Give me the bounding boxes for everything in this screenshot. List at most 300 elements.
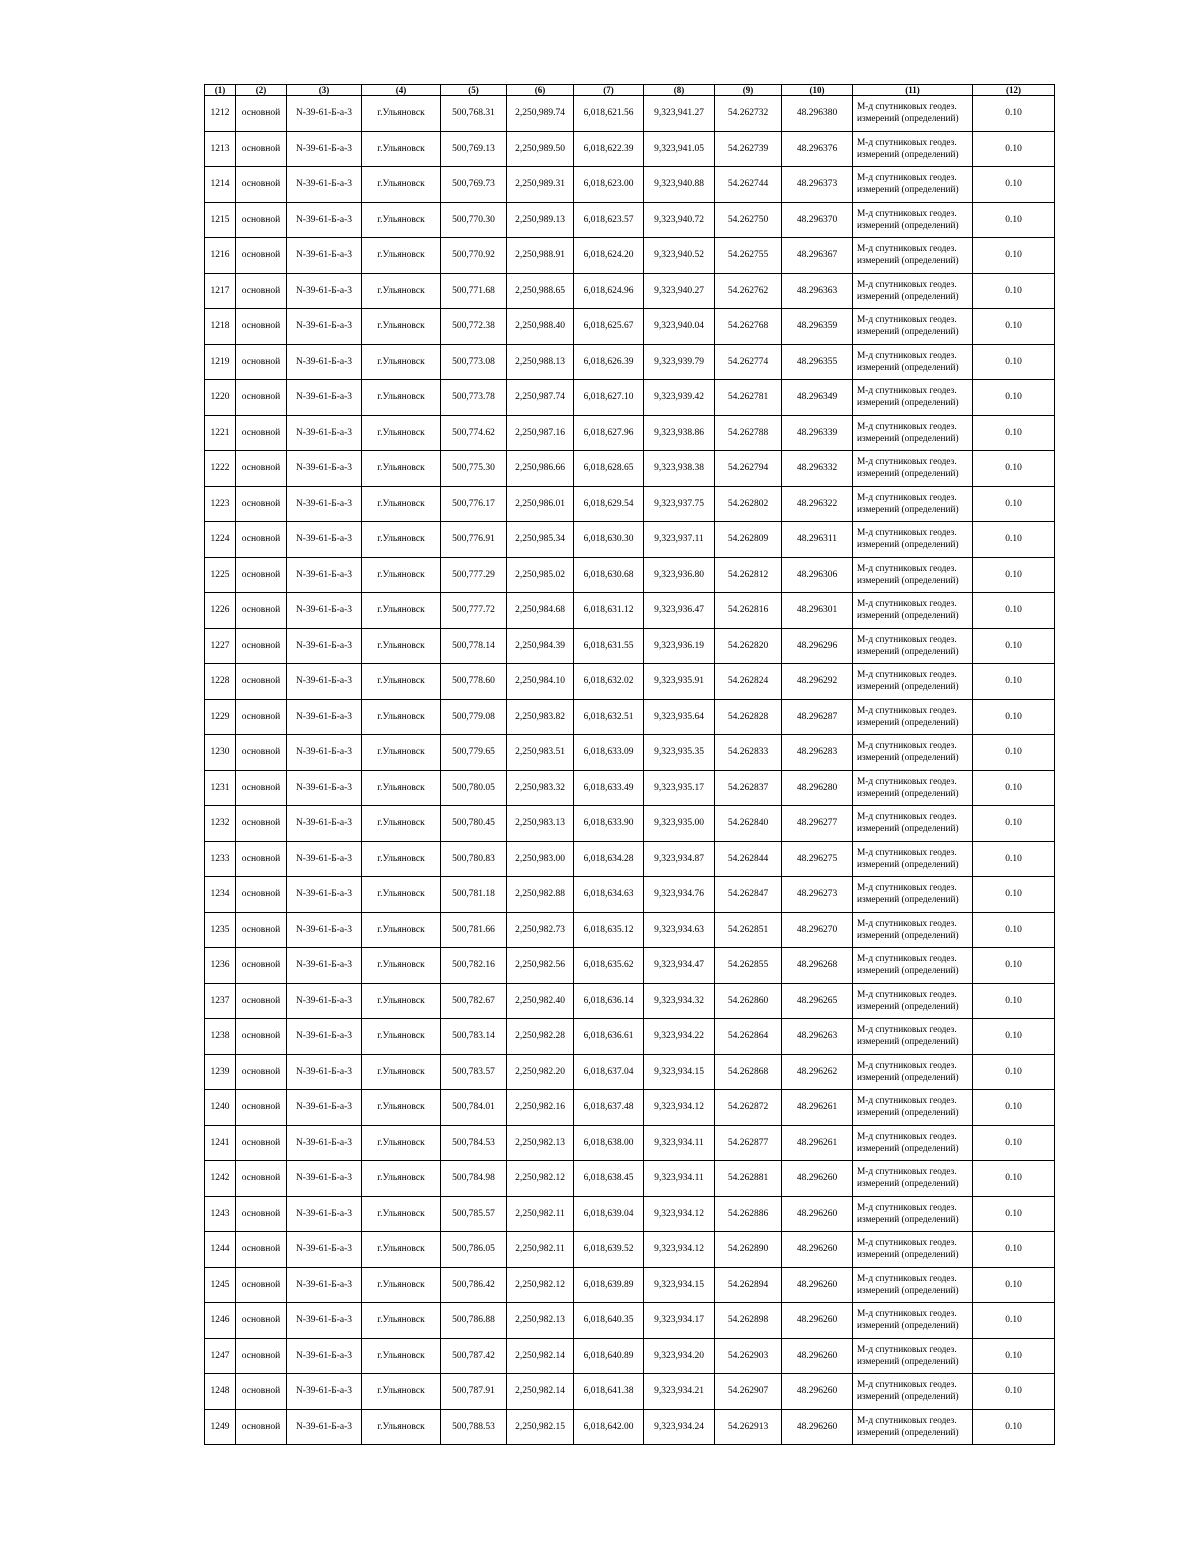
table-cell: 6,018,634.63 [574,877,644,913]
table-cell: 1246 [205,1303,236,1339]
table-cell: 48.296270 [782,912,853,948]
table-cell: 500,770.92 [441,238,507,274]
table-cell: 1213 [205,131,236,167]
table-cell: 2,250,982.16 [507,1090,574,1126]
table-cell: основной [236,522,287,558]
table-cell: М-д спутниковых геодез. измерений (определений) [853,593,973,629]
table-cell: 1226 [205,593,236,629]
table-cell: 1221 [205,415,236,451]
table-cell: 1223 [205,486,236,522]
table-cell: 6,018,639.89 [574,1267,644,1303]
table-cell: 1242 [205,1161,236,1197]
column-header: (3) [287,85,362,96]
table-cell: М-д спутниковых геодез. измерений (определений) [853,96,973,132]
table-cell: 0.10 [973,1338,1055,1374]
table-cell: 9,323,934.15 [644,1054,715,1090]
table-cell: 9,323,940.72 [644,202,715,238]
table-cell: 2,250,982.11 [507,1196,574,1232]
table-cell: 48.296306 [782,557,853,593]
table-cell: N-39-61-Б-а-3 [287,238,362,274]
table-cell: основной [236,557,287,593]
table-cell: 2,250,986.01 [507,486,574,522]
table-cell: 2,250,982.28 [507,1019,574,1055]
table-cell: N-39-61-Б-а-3 [287,486,362,522]
table-cell: 6,018,637.04 [574,1054,644,1090]
table-cell: 48.296261 [782,1090,853,1126]
table-cell: 1217 [205,273,236,309]
table-cell: 6,018,636.14 [574,983,644,1019]
table-cell: 2,250,985.34 [507,522,574,558]
table-cell: 54.262860 [715,983,782,1019]
table-cell: основной [236,1054,287,1090]
table-cell: М-д спутниковых геодез. измерений (определений) [853,415,973,451]
table-cell: 2,250,982.40 [507,983,574,1019]
table-cell: 54.262868 [715,1054,782,1090]
table-cell: 6,018,623.00 [574,167,644,203]
table-cell: г.Ульяновск [362,344,441,380]
column-header: (10) [782,85,853,96]
table-cell: основной [236,486,287,522]
table-cell: 2,250,982.12 [507,1161,574,1197]
table-cell: 54.262816 [715,593,782,629]
table-cell: г.Ульяновск [362,1161,441,1197]
table-cell: 9,323,937.75 [644,486,715,522]
table-cell: 2,250,988.91 [507,238,574,274]
table-row [205,841,1055,877]
table-cell: 6,018,639.04 [574,1196,644,1232]
table-cell: М-д спутниковых геодез. измерений (определений) [853,202,973,238]
table-cell: 6,018,632.02 [574,664,644,700]
table-cell: М-д спутниковых геодез. измерений (определений) [853,1232,973,1268]
table-cell: 2,250,982.20 [507,1054,574,1090]
table-cell: 54.262872 [715,1090,782,1126]
table-cell: 2,250,982.13 [507,1125,574,1161]
table-cell: основной [236,1161,287,1197]
table-cell: 500,786.42 [441,1267,507,1303]
table-cell: 9,323,934.22 [644,1019,715,1055]
table-cell: 48.296373 [782,167,853,203]
table-cell: 2,250,982.14 [507,1338,574,1374]
table-cell: основной [236,735,287,771]
table-cell: 500,786.05 [441,1232,507,1268]
table-cell: 48.296296 [782,628,853,664]
table-row [205,664,1055,700]
table-cell: 9,323,934.76 [644,877,715,913]
table-cell: 48.296273 [782,877,853,913]
table-cell: М-д спутниковых геодез. измерений (определений) [853,735,973,771]
table-cell: 9,323,934.12 [644,1090,715,1126]
table-cell: N-39-61-Б-а-3 [287,1374,362,1410]
table-cell: 500,774.62 [441,415,507,451]
table-cell: 48.296260 [782,1196,853,1232]
table-cell: 54.262844 [715,841,782,877]
column-header: (5) [441,85,507,96]
table-cell: 48.296363 [782,273,853,309]
table-cell: 1244 [205,1232,236,1268]
table-cell: N-39-61-Б-а-3 [287,699,362,735]
table-cell: основной [236,1125,287,1161]
table-cell: 6,018,628.65 [574,451,644,487]
table-cell: г.Ульяновск [362,557,441,593]
table-cell: г.Ульяновск [362,948,441,984]
table-cell: основной [236,628,287,664]
table-cell: 48.296349 [782,380,853,416]
table-row [205,380,1055,416]
table-cell: 9,323,935.35 [644,735,715,771]
table-cell: 6,018,625.67 [574,309,644,345]
table-cell: N-39-61-Б-а-3 [287,1409,362,1445]
table-cell: г.Ульяновск [362,202,441,238]
table-cell: 500,770.30 [441,202,507,238]
table-cell: 2,250,988.40 [507,309,574,345]
table-cell: 500,782.67 [441,983,507,1019]
table-cell: N-39-61-Б-а-3 [287,380,362,416]
table-cell: 500,783.57 [441,1054,507,1090]
table-cell: 1225 [205,557,236,593]
table-cell: 9,323,934.11 [644,1125,715,1161]
table-cell: 1243 [205,1196,236,1232]
table-cell: 1222 [205,451,236,487]
table-cell: 54.262833 [715,735,782,771]
table-cell: 2,250,982.14 [507,1374,574,1410]
table-body [205,96,1055,1445]
table-cell: М-д спутниковых геодез. измерений (определений) [853,1161,973,1197]
table-cell: 0.10 [973,1232,1055,1268]
table-cell: основной [236,1374,287,1410]
table-cell: 0.10 [973,628,1055,664]
table-cell: 1248 [205,1374,236,1410]
table-cell: М-д спутниковых геодез. измерений (определений) [853,1054,973,1090]
table-row [205,1125,1055,1161]
table-cell: 0.10 [973,202,1055,238]
table-cell: 54.262847 [715,877,782,913]
table-cell: основной [236,948,287,984]
table-cell: 54.262913 [715,1409,782,1445]
table-cell: 1230 [205,735,236,771]
table-cell: 0.10 [973,593,1055,629]
table-cell: 54.262907 [715,1374,782,1410]
table-cell: N-39-61-Б-а-3 [287,1232,362,1268]
table-cell: N-39-61-Б-а-3 [287,1161,362,1197]
table-cell: основной [236,131,287,167]
table-cell: 0.10 [973,1125,1055,1161]
table-cell: N-39-61-Б-а-3 [287,96,362,132]
table-cell: 48.296280 [782,770,853,806]
table-cell: N-39-61-Б-а-3 [287,1267,362,1303]
table-cell: 500,787.91 [441,1374,507,1410]
table-cell: 0.10 [973,273,1055,309]
table-cell: 6,018,640.35 [574,1303,644,1339]
table-cell: 6,018,639.52 [574,1232,644,1268]
table-cell: 48.296339 [782,415,853,451]
table-cell: основной [236,1303,287,1339]
table-cell: 2,250,982.88 [507,877,574,913]
table-cell: 500,784.53 [441,1125,507,1161]
table-cell: 9,323,935.64 [644,699,715,735]
table-cell: 500,780.83 [441,841,507,877]
table-cell: 6,018,623.57 [574,202,644,238]
table-cell: 1214 [205,167,236,203]
table-cell: 48.296283 [782,735,853,771]
table-row [205,1338,1055,1374]
table-cell: N-39-61-Б-а-3 [287,735,362,771]
table-cell: 2,250,988.13 [507,344,574,380]
table-cell: 9,323,936.19 [644,628,715,664]
table-row [205,735,1055,771]
table-cell: 54.262732 [715,96,782,132]
table-cell: 0.10 [973,96,1055,132]
table-row [205,96,1055,132]
table-row [205,912,1055,948]
table-cell: 9,323,939.79 [644,344,715,380]
table-cell: 54.262788 [715,415,782,451]
table-cell: 1241 [205,1125,236,1161]
table-cell: основной [236,1090,287,1126]
table-cell: 0.10 [973,1161,1055,1197]
table-cell: N-39-61-Б-а-3 [287,557,362,593]
table-cell: основной [236,841,287,877]
table-cell: М-д спутниковых геодез. измерений (определений) [853,1267,973,1303]
table-cell: основной [236,309,287,345]
table-cell: г.Ульяновск [362,1019,441,1055]
table-cell: 6,018,640.89 [574,1338,644,1374]
table-cell: г.Ульяновск [362,238,441,274]
table-cell: основной [236,983,287,1019]
table-cell: 48.296322 [782,486,853,522]
table-cell: 6,018,631.12 [574,593,644,629]
table-cell: 54.262828 [715,699,782,735]
table-cell: М-д спутниковых геодез. измерений (определений) [853,1303,973,1339]
table-cell: г.Ульяновск [362,522,441,558]
table-cell: г.Ульяновск [362,1374,441,1410]
table-cell: М-д спутниковых геодез. измерений (определений) [853,380,973,416]
table-cell: 9,323,934.15 [644,1267,715,1303]
table-cell: 9,323,936.80 [644,557,715,593]
table-row [205,273,1055,309]
table-cell: 48.296265 [782,983,853,1019]
table-cell: 500,779.65 [441,735,507,771]
table-cell: 6,018,624.20 [574,238,644,274]
table-cell: 2,250,984.68 [507,593,574,629]
table-cell: 1237 [205,983,236,1019]
table-cell: 0.10 [973,735,1055,771]
table-cell: 6,018,634.28 [574,841,644,877]
table-row [205,770,1055,806]
table-cell: N-39-61-Б-а-3 [287,806,362,842]
table-cell: 0.10 [973,522,1055,558]
table-cell: 48.296355 [782,344,853,380]
table-cell: 48.296287 [782,699,853,735]
table-cell: М-д спутниковых геодез. измерений (определений) [853,1125,973,1161]
table-cell: 48.296268 [782,948,853,984]
table-cell: 2,250,983.82 [507,699,574,735]
table-cell: М-д спутниковых геодез. измерений (определений) [853,877,973,913]
table-cell: 6,018,642.00 [574,1409,644,1445]
table-cell: N-39-61-Б-а-3 [287,983,362,1019]
table-cell: 0.10 [973,699,1055,735]
table-cell: 9,323,934.12 [644,1232,715,1268]
table-cell: основной [236,167,287,203]
table-cell: 500,787.42 [441,1338,507,1374]
column-header: (11) [853,85,973,96]
table-row [205,983,1055,1019]
table-cell: 9,323,934.87 [644,841,715,877]
table-cell: 54.262855 [715,948,782,984]
column-header: (4) [362,85,441,96]
table-cell: М-д спутниковых геодез. измерений (определений) [853,699,973,735]
table-row [205,628,1055,664]
table-cell: г.Ульяновск [362,1303,441,1339]
table-cell: М-д спутниковых геодез. измерений (определений) [853,628,973,664]
table-cell: г.Ульяновск [362,1196,441,1232]
table-row [205,522,1055,558]
table-cell: N-39-61-Б-а-3 [287,202,362,238]
table-cell: 48.296275 [782,841,853,877]
table-cell: 500,788.53 [441,1409,507,1445]
table-cell: основной [236,1196,287,1232]
table-cell: 1224 [205,522,236,558]
table-cell: г.Ульяновск [362,415,441,451]
table-cell: 6,018,635.12 [574,912,644,948]
table-cell: М-д спутниковых геодез. измерений (определений) [853,557,973,593]
table-cell: 48.296261 [782,1125,853,1161]
table-row [205,1409,1055,1445]
table-cell: М-д спутниковых геодез. измерений (определений) [853,131,973,167]
table-cell: 54.262864 [715,1019,782,1055]
table-row [205,1374,1055,1410]
table-cell: 9,323,934.63 [644,912,715,948]
table-cell: 500,769.13 [441,131,507,167]
table-cell: 2,250,983.13 [507,806,574,842]
table-cell: 1228 [205,664,236,700]
table-row [205,1090,1055,1126]
table-cell: 2,250,989.50 [507,131,574,167]
table-cell: 54.262744 [715,167,782,203]
table-row [205,1161,1055,1197]
column-header: (6) [507,85,574,96]
table-cell: 500,783.14 [441,1019,507,1055]
table-cell: 54.262802 [715,486,782,522]
table-cell: N-39-61-Б-а-3 [287,131,362,167]
table-cell: основной [236,344,287,380]
table-cell: г.Ульяновск [362,912,441,948]
table-cell: 9,323,934.21 [644,1374,715,1410]
table-cell: 54.262894 [715,1267,782,1303]
table-cell: 500,777.29 [441,557,507,593]
table-cell: 6,018,636.61 [574,1019,644,1055]
table-cell: N-39-61-Б-а-3 [287,593,362,629]
table-row [205,415,1055,451]
table-cell: основной [236,96,287,132]
table-cell: 0.10 [973,912,1055,948]
table-cell: 500,769.73 [441,167,507,203]
table-cell: г.Ульяновск [362,486,441,522]
table-cell: 54.262794 [715,451,782,487]
table-row [205,1267,1055,1303]
table-cell: 54.262824 [715,664,782,700]
table-cell: 6,018,635.62 [574,948,644,984]
table-cell: 9,323,934.47 [644,948,715,984]
table-cell: 1247 [205,1338,236,1374]
table-cell: 54.262768 [715,309,782,345]
table-cell: М-д спутниковых геодез. измерений (определений) [853,983,973,1019]
table-cell: г.Ульяновск [362,593,441,629]
table-cell: 0.10 [973,877,1055,913]
table-cell: М-д спутниковых геодез. измерений (определений) [853,841,973,877]
table-cell: 0.10 [973,415,1055,451]
coordinates-table [204,84,1055,1445]
table-cell: 0.10 [973,1303,1055,1339]
table-cell: основной [236,451,287,487]
table-cell: 500,784.98 [441,1161,507,1197]
table-cell: 2,250,989.74 [507,96,574,132]
table-cell: 500,785.57 [441,1196,507,1232]
table-cell: 1236 [205,948,236,984]
table-cell: 6,018,638.00 [574,1125,644,1161]
table-cell: г.Ульяновск [362,983,441,1019]
table-cell: 9,323,938.38 [644,451,715,487]
table-cell: г.Ульяновск [362,628,441,664]
table-cell: 500,780.45 [441,806,507,842]
table-cell: г.Ульяновск [362,309,441,345]
table-row [205,1303,1055,1339]
table-cell: 0.10 [973,344,1055,380]
table-cell: 1239 [205,1054,236,1090]
table-cell: 0.10 [973,380,1055,416]
table-cell: М-д спутниковых геодез. измерений (определений) [853,1090,973,1126]
table-cell: 0.10 [973,664,1055,700]
table-cell: г.Ульяновск [362,806,441,842]
table-cell: 48.296260 [782,1409,853,1445]
table-cell: М-д спутниковых геодез. измерений (определений) [853,1409,973,1445]
table-cell: основной [236,1019,287,1055]
table-cell: 9,323,940.27 [644,273,715,309]
table-cell: г.Ульяновск [362,1267,441,1303]
table-row [205,1019,1055,1055]
table-cell: 48.296370 [782,202,853,238]
table-cell: N-39-61-Б-а-3 [287,1090,362,1126]
table-cell: 9,323,938.86 [644,415,715,451]
table-row [205,344,1055,380]
table-cell: 1249 [205,1409,236,1445]
table-cell: г.Ульяновск [362,735,441,771]
table-cell: N-39-61-Б-а-3 [287,1303,362,1339]
table-cell: 6,018,630.30 [574,522,644,558]
table-cell: 500,773.08 [441,344,507,380]
table-cell: 0.10 [973,131,1055,167]
table-row [205,167,1055,203]
table-cell: 500,772.38 [441,309,507,345]
table-cell: основной [236,806,287,842]
table-cell: N-39-61-Б-а-3 [287,841,362,877]
table-cell: N-39-61-Б-а-3 [287,522,362,558]
table-cell: 2,250,989.31 [507,167,574,203]
table-cell: 48.296260 [782,1161,853,1197]
table-row [205,238,1055,274]
column-header: (2) [236,85,287,96]
table-cell: 0.10 [973,806,1055,842]
table-cell: N-39-61-Б-а-3 [287,948,362,984]
table-cell: 1235 [205,912,236,948]
table-cell: 54.262886 [715,1196,782,1232]
table-cell: 6,018,633.90 [574,806,644,842]
table-cell: М-д спутниковых геодез. измерений (определений) [853,664,973,700]
table-cell: 1231 [205,770,236,806]
table-cell: 500,777.72 [441,593,507,629]
table-cell: 54.262809 [715,522,782,558]
table-cell: 0.10 [973,451,1055,487]
table-cell: N-39-61-Б-а-3 [287,309,362,345]
